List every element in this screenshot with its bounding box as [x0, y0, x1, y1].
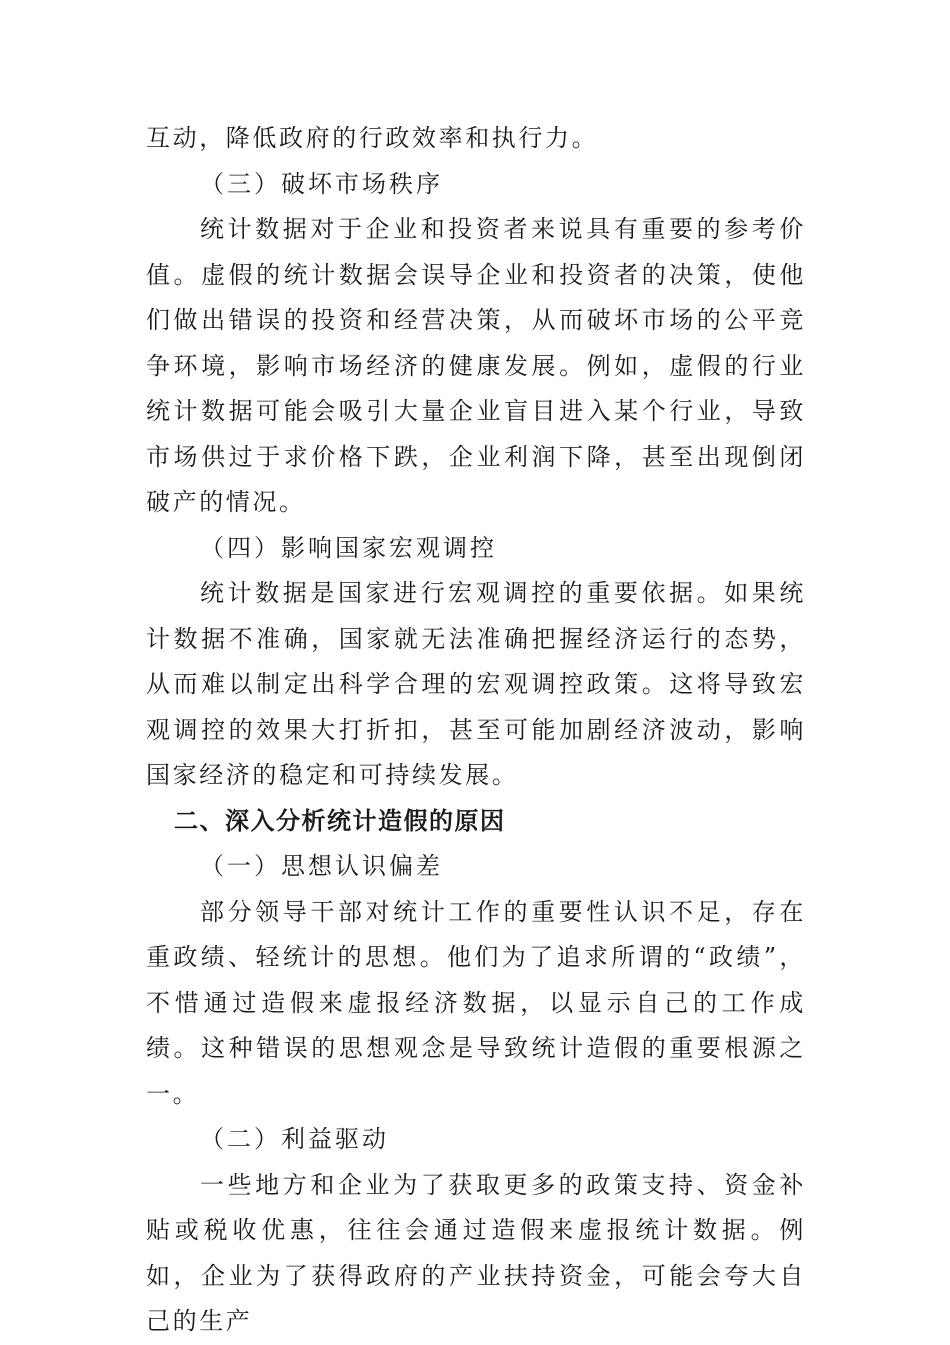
subheading-interest-driven: （二）利益驱动	[200, 1125, 389, 1153]
subheading-disrupt-market-order: （三）破坏市场秩序	[200, 169, 443, 198]
section-heading-causes: 二、深入分析统计造假的原因	[174, 806, 506, 835]
paragraph-ideological-bias: 部分领导干部对统计工作的重要性认识不足，存在重政绩、轻统计的思想。他们为了追求所谓的“政绩”，不惜通过造假来虚报经济数据，以显示自己的工作成绩。这种错误的思想观念是导致统计造假的重要根源之一。	[146, 897, 806, 1108]
paragraph-interest-driven: 一些地方和企业为了获取更多的政策支持、资金补贴或税收优惠，往往会通过造假来虚报统计数据。例如，企业为了获得政府的产业扶持资金，可能会夸大自己的生产	[146, 1170, 806, 1335]
document-body	[146, 116, 806, 1345]
subheading-macro-control: （四）影响国家宏观调控	[200, 533, 497, 562]
subheading-ideological-bias: （一）思想认识偏差	[200, 852, 443, 880]
paragraph-macro-control: 统计数据是国家进行宏观调控的重要依据。如果统计数据不准确，国家就无法准确把握经济运行的态势，从而难以制定出科学合理的宏观调控政策。这将导致宏观调控的效果大打折扣，甚至可能加剧经济波动，影响国家经济的稳定和可持续发展。	[146, 579, 806, 789]
paragraph-continued: 互动，降低政府的行政效率和执行力。	[146, 124, 599, 152]
paragraph-market-order: 统计数据对于企业和投资者来说具有重要的参考价值。虚假的统计数据会误导企业和投资者的决策，使他们做出错误的投资和经营决策，从而破坏市场的公平竞争环境，影响市场经济的健康发展。例如，虚假的行业统计数据可能会吸引大量企业盲目进入某个行业，导致市场供过于求价格下跌，企业利润下降，甚至出现倒闭破产的情况。	[146, 215, 806, 516]
